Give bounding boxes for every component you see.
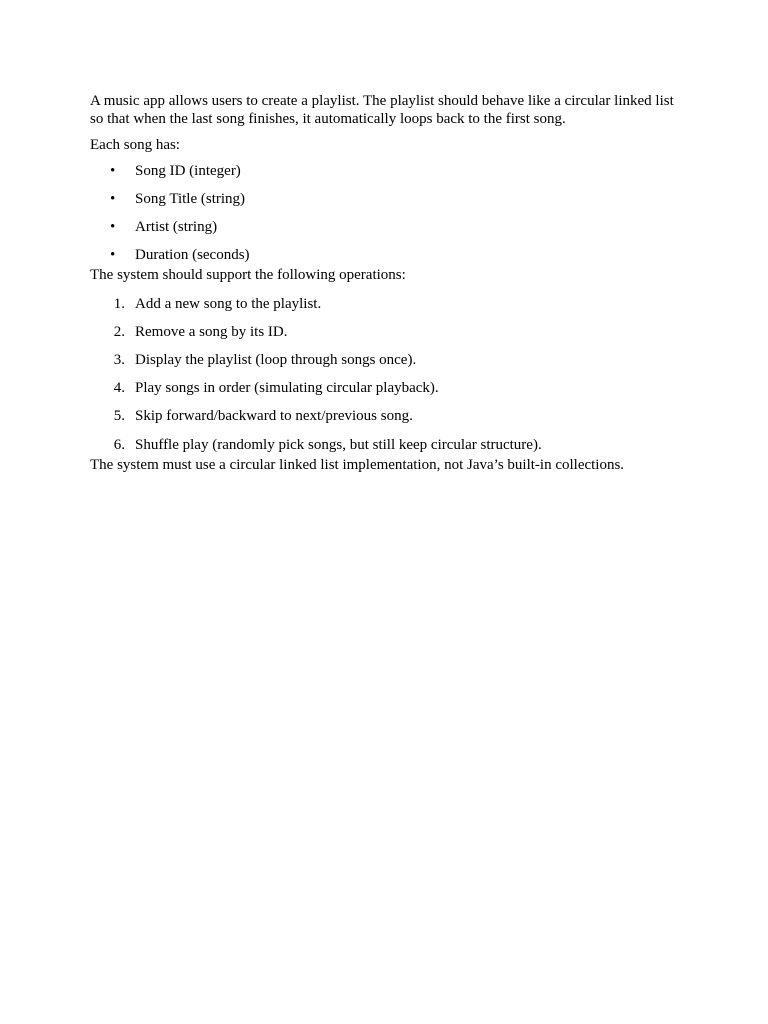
list-item [90,408,690,436]
intro-paragraph: A music app allows users to create a playlist. The playlist should behave like a circular linked list so that when the last song finishes, it automatically loops back to the first song. [90,93,674,127]
document-page [90,93,690,474]
list-item-number: 2. [113,323,125,340]
list-item-text: Song Title (string) [135,190,246,207]
list-item [90,352,690,380]
song-fields-list [90,163,690,268]
list-item-number: 5. [113,408,125,425]
list-item [90,219,690,247]
list-item-text: Artist (string) [135,218,218,235]
list-item-text: Song ID (integer) [135,162,241,179]
list-item [90,247,690,267]
list-item [90,296,690,324]
list-item-number: 6. [113,436,125,453]
list-item [90,163,690,191]
list-item-text: Display the playlist (loop through songs once). [135,351,417,368]
bullet-icon: • [110,247,116,264]
list-item [90,191,690,219]
list-item [90,324,690,352]
list-item-text: Duration (seconds) [135,247,250,264]
operations-lead: The system should support the following operations: [90,267,406,284]
list-item-text: Play songs in order (simulating circular playback). [135,380,439,397]
list-item-number: 4. [113,380,125,397]
list-item-text: Add a new song to the playlist. [135,295,322,312]
bullet-icon: • [110,162,116,179]
bullet-icon: • [110,190,116,207]
closing-paragraph: The system must use a circular linked list implementation, not Java’s built-in collections. [90,456,625,473]
list-item-text: Shuffle play (randomly pick songs, but still keep circular structure). [135,436,542,453]
song-fields-lead: Each song has: [90,137,180,153]
list-item-number: 1. [113,295,125,312]
list-item-text: Skip forward/backward to next/previous song. [135,408,413,425]
operations-list [90,296,690,457]
bullet-icon: • [110,218,116,235]
list-item [90,380,690,408]
list-item [90,437,690,457]
list-item-text: Remove a song by its ID. [135,323,288,340]
list-item-number: 3. [113,351,125,368]
